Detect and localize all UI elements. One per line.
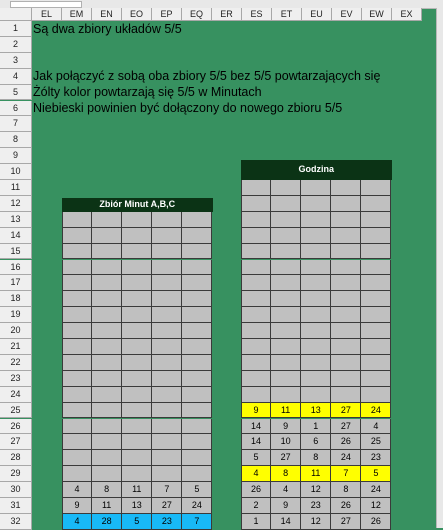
- hour-table-cell[interactable]: 24: [361, 403, 391, 419]
- minutes-table-cell[interactable]: 7: [152, 482, 182, 498]
- minutes-table-cell[interactable]: [92, 323, 122, 339]
- column-header-eq[interactable]: EQ: [182, 8, 212, 21]
- hour-table-cell[interactable]: 9: [271, 498, 301, 514]
- row-header-18[interactable]: 18: [0, 291, 32, 307]
- minutes-table-cell[interactable]: [182, 466, 212, 482]
- minutes-table-cell[interactable]: [122, 434, 152, 450]
- row-header-30[interactable]: 30: [0, 482, 32, 498]
- minutes-table-cell[interactable]: 5: [182, 482, 212, 498]
- hour-table-cell[interactable]: [271, 228, 301, 244]
- minutes-table-cell[interactable]: 11: [122, 482, 152, 498]
- row-header-12[interactable]: 12: [0, 196, 32, 212]
- hour-table-cell[interactable]: 4: [271, 482, 301, 498]
- hour-table-cell[interactable]: [241, 228, 271, 244]
- minutes-table-cell[interactable]: [62, 403, 92, 419]
- minutes-table-cell[interactable]: [122, 244, 152, 260]
- hour-table-cell[interactable]: [301, 371, 331, 387]
- minutes-table-cell[interactable]: [182, 291, 212, 307]
- minutes-table-cell[interactable]: [62, 323, 92, 339]
- row-header-2[interactable]: 2: [0, 37, 32, 53]
- hour-table-cell[interactable]: 27: [331, 403, 361, 419]
- hour-table-cell[interactable]: 6: [301, 434, 331, 450]
- row-header-7[interactable]: 7: [0, 116, 32, 132]
- row-header-15[interactable]: 15: [0, 244, 32, 260]
- hour-table-cell[interactable]: [241, 307, 271, 323]
- column-header-es[interactable]: ES: [242, 8, 272, 21]
- hour-table-cell[interactable]: [361, 260, 391, 276]
- hour-table-cell[interactable]: [361, 387, 391, 403]
- hour-table-cell[interactable]: 7: [331, 466, 361, 482]
- minutes-table-cell[interactable]: [62, 434, 92, 450]
- hour-table-cell[interactable]: [271, 180, 301, 196]
- note-text: Niebieski powinien być dołączony do nowego zbioru 5/5: [33, 101, 343, 115]
- minutes-table-cell[interactable]: [152, 228, 182, 244]
- minutes-table-cell[interactable]: 8: [92, 482, 122, 498]
- minutes-table-cell[interactable]: [62, 371, 92, 387]
- minutes-table-cell[interactable]: 24: [182, 498, 212, 514]
- minutes-table-cell[interactable]: [182, 244, 212, 260]
- hour-table-cell[interactable]: 4: [361, 419, 391, 435]
- hour-table-cell[interactable]: [361, 339, 391, 355]
- hour-table-cell[interactable]: [271, 260, 301, 276]
- minutes-table-cell[interactable]: 23: [152, 514, 182, 530]
- minutes-table-cell[interactable]: [62, 260, 92, 276]
- minutes-table-cell[interactable]: 4: [62, 514, 92, 530]
- hour-table-cell[interactable]: [361, 228, 391, 244]
- note-text: Jak połączyć z sobą oba zbiory 5/5 bez 5/5 powtarzających się: [33, 69, 381, 84]
- minutes-table-cell[interactable]: [122, 339, 152, 355]
- hour-table-title: Godzina: [241, 160, 392, 180]
- minutes-table-cell[interactable]: [92, 244, 122, 260]
- minutes-table-cell[interactable]: [92, 387, 122, 403]
- minutes-table-cell[interactable]: [152, 387, 182, 403]
- minutes-table-cell[interactable]: [92, 307, 122, 323]
- hour-table-cell[interactable]: [241, 323, 271, 339]
- minutes-table-cell[interactable]: [182, 260, 212, 276]
- minutes-table-cell[interactable]: [152, 371, 182, 387]
- row-header-14[interactable]: 14: [0, 228, 32, 244]
- hour-table-cell[interactable]: 26: [331, 434, 361, 450]
- hour-table-cell[interactable]: [331, 212, 361, 228]
- minutes-table-cell[interactable]: [122, 387, 152, 403]
- hour-table-cell[interactable]: [361, 323, 391, 339]
- hour-table-cell[interactable]: [331, 291, 361, 307]
- hour-table-cell[interactable]: 8: [331, 482, 361, 498]
- hour-table-cell[interactable]: [271, 196, 301, 212]
- minutes-table-cell[interactable]: [122, 403, 152, 419]
- hour-table-cell[interactable]: 1: [241, 514, 271, 530]
- minutes-table-cell[interactable]: [92, 212, 122, 228]
- hour-table-cell[interactable]: 27: [331, 419, 361, 435]
- hour-table-cell[interactable]: [361, 212, 391, 228]
- row-header-26[interactable]: 26: [0, 419, 32, 435]
- minutes-table-cell[interactable]: [152, 403, 182, 419]
- minutes-table-cell[interactable]: [182, 387, 212, 403]
- hour-table-cell[interactable]: 26: [361, 514, 391, 530]
- row-header-13[interactable]: 13: [0, 212, 32, 228]
- minutes-table-cell[interactable]: [152, 260, 182, 276]
- hour-table-cell[interactable]: [331, 387, 361, 403]
- hour-table-cell[interactable]: 14: [241, 419, 271, 435]
- row-header-11[interactable]: 11: [0, 180, 32, 196]
- hour-table-cell[interactable]: [241, 196, 271, 212]
- minutes-table-cell[interactable]: [92, 355, 122, 371]
- minutes-table-cell[interactable]: [62, 387, 92, 403]
- hour-table-cell[interactable]: 12: [301, 514, 331, 530]
- hour-table-cell[interactable]: 14: [241, 434, 271, 450]
- minutes-table-cell[interactable]: [62, 339, 92, 355]
- minutes-table-cell[interactable]: [92, 419, 122, 435]
- hour-table-cell[interactable]: [241, 275, 271, 291]
- minutes-table-cell[interactable]: [152, 450, 182, 466]
- minutes-table-cell[interactable]: [182, 339, 212, 355]
- hour-table-cell[interactable]: 26: [241, 482, 271, 498]
- row-header-16[interactable]: 16: [0, 260, 32, 276]
- column-header-ep[interactable]: EP: [152, 8, 182, 21]
- hour-table-cell[interactable]: [241, 260, 271, 276]
- row-header-9[interactable]: 9: [0, 148, 32, 164]
- hour-table-cell[interactable]: [361, 196, 391, 212]
- minutes-table-cell[interactable]: 28: [92, 514, 122, 530]
- minutes-table-cell[interactable]: [182, 419, 212, 435]
- hour-table-cell[interactable]: 25: [361, 434, 391, 450]
- row-header-10[interactable]: 10: [0, 164, 32, 180]
- hour-table-cell[interactable]: [361, 244, 391, 260]
- hour-table-cell[interactable]: [331, 196, 361, 212]
- row-header-8[interactable]: 8: [0, 132, 32, 148]
- minutes-table-cell[interactable]: [92, 260, 122, 276]
- minutes-table-cell[interactable]: [182, 275, 212, 291]
- hour-table-cell[interactable]: 2: [241, 498, 271, 514]
- row-header-1[interactable]: 1: [0, 21, 32, 37]
- minutes-table-cell[interactable]: [92, 228, 122, 244]
- minutes-table-cell[interactable]: [122, 291, 152, 307]
- hour-table-cell[interactable]: [241, 244, 271, 260]
- name-box[interactable]: [10, 1, 82, 8]
- minutes-table-cell[interactable]: [152, 323, 182, 339]
- hour-table-cell[interactable]: [331, 260, 361, 276]
- hour-table-cell[interactable]: [241, 291, 271, 307]
- minutes-table-cell[interactable]: 9: [62, 498, 92, 514]
- minutes-table-cell[interactable]: [122, 212, 152, 228]
- hour-table-cell[interactable]: [331, 307, 361, 323]
- minutes-table-cell[interactable]: [62, 450, 92, 466]
- hour-table-cell[interactable]: [241, 387, 271, 403]
- hour-table-cell[interactable]: 23: [361, 450, 391, 466]
- hour-table-cell[interactable]: [271, 355, 301, 371]
- minutes-table-cell[interactable]: [182, 355, 212, 371]
- minutes-table-cell[interactable]: [92, 339, 122, 355]
- hour-table-cell[interactable]: [301, 307, 331, 323]
- minutes-table-cell[interactable]: [152, 355, 182, 371]
- hour-table-cell[interactable]: 9: [241, 403, 271, 419]
- hour-table-cell[interactable]: [301, 260, 331, 276]
- minutes-table-cell[interactable]: [122, 323, 152, 339]
- row-header-32[interactable]: 32: [0, 514, 32, 530]
- hour-table-cell[interactable]: [301, 291, 331, 307]
- minutes-table-cell[interactable]: [182, 212, 212, 228]
- hour-table-cell[interactable]: [271, 339, 301, 355]
- hour-table-cell[interactable]: [241, 371, 271, 387]
- minutes-table-cell[interactable]: [182, 371, 212, 387]
- row-header-29[interactable]: 29: [0, 466, 32, 482]
- minutes-table-cell[interactable]: [92, 403, 122, 419]
- minutes-table-cell[interactable]: [182, 228, 212, 244]
- row-header-23[interactable]: 23: [0, 371, 32, 387]
- minutes-table-cell[interactable]: [182, 323, 212, 339]
- minutes-table-cell[interactable]: [92, 371, 122, 387]
- hour-table-cell[interactable]: 8: [301, 450, 331, 466]
- hour-table-cell[interactable]: 27: [331, 514, 361, 530]
- minutes-table-cell[interactable]: [92, 466, 122, 482]
- hour-table-cell[interactable]: [301, 339, 331, 355]
- minutes-table-cell[interactable]: [152, 466, 182, 482]
- hour-table-cell[interactable]: [301, 212, 331, 228]
- minutes-table-cell[interactable]: [152, 291, 182, 307]
- row-header-4[interactable]: 4: [0, 69, 32, 85]
- hour-table-cell[interactable]: 27: [271, 450, 301, 466]
- hour-table-cell[interactable]: 14: [271, 514, 301, 530]
- row-header-19[interactable]: 19: [0, 307, 32, 323]
- minutes-table-cell[interactable]: 7: [182, 514, 212, 530]
- minutes-table-cell[interactable]: [122, 419, 152, 435]
- minutes-table-cell[interactable]: [152, 212, 182, 228]
- hour-table-cell[interactable]: 4: [241, 466, 271, 482]
- hour-table-cell[interactable]: 8: [271, 466, 301, 482]
- minutes-table-cell[interactable]: [152, 244, 182, 260]
- hour-table-cell[interactable]: 12: [361, 498, 391, 514]
- hour-table-cell[interactable]: 24: [361, 482, 391, 498]
- hour-table-cell[interactable]: 26: [331, 498, 361, 514]
- row-header-3[interactable]: 3: [0, 53, 32, 69]
- hour-table-cell[interactable]: 11: [271, 403, 301, 419]
- column-header-et[interactable]: ET: [272, 8, 302, 21]
- vertical-scrollbar[interactable]: [436, 8, 443, 528]
- minutes-table-cell[interactable]: 4: [62, 482, 92, 498]
- hour-table-cell[interactable]: 13: [301, 403, 331, 419]
- minutes-table-cell[interactable]: [62, 212, 92, 228]
- minutes-table-cell[interactable]: [152, 339, 182, 355]
- hour-table-cell[interactable]: 10: [271, 434, 301, 450]
- hour-table-cell[interactable]: [241, 212, 271, 228]
- minutes-table-cell[interactable]: [152, 307, 182, 323]
- hour-table-cell[interactable]: [271, 212, 301, 228]
- minutes-table-cell[interactable]: [92, 434, 122, 450]
- hour-table-cell[interactable]: [361, 371, 391, 387]
- hour-table-cell[interactable]: [301, 196, 331, 212]
- row-header-17[interactable]: 17: [0, 275, 32, 291]
- minutes-table-cell[interactable]: [182, 403, 212, 419]
- minutes-table-cell[interactable]: [92, 450, 122, 466]
- note-text: Żólty kolor powtarzają się 5/5 w Minutach: [33, 85, 262, 100]
- minutes-table-cell[interactable]: [122, 371, 152, 387]
- minutes-table-cell[interactable]: 5: [122, 514, 152, 530]
- row-header-22[interactable]: 22: [0, 355, 32, 371]
- minutes-table-cell[interactable]: [62, 244, 92, 260]
- minutes-table-cell[interactable]: [152, 434, 182, 450]
- minutes-table-cell[interactable]: [92, 291, 122, 307]
- hour-table-cell[interactable]: 12: [301, 482, 331, 498]
- column-header-er[interactable]: ER: [212, 8, 242, 21]
- minutes-table-cell[interactable]: [62, 355, 92, 371]
- column-header-eo[interactable]: EO: [122, 8, 152, 21]
- minutes-table-cell[interactable]: [122, 260, 152, 276]
- row-header-31[interactable]: 31: [0, 498, 32, 514]
- hour-table-cell[interactable]: [241, 339, 271, 355]
- hour-table-cell[interactable]: [301, 355, 331, 371]
- hour-table-cell[interactable]: [331, 371, 361, 387]
- hour-table-cell[interactable]: [271, 307, 301, 323]
- minutes-table-title: Zbiór Minut A,B,C: [62, 198, 213, 212]
- row-header-5[interactable]: 5: [0, 85, 32, 101]
- hour-table-cell[interactable]: [271, 387, 301, 403]
- hour-table-cell[interactable]: 24: [331, 450, 361, 466]
- row-header-27[interactable]: 27: [0, 434, 32, 450]
- column-header-ev[interactable]: EV: [332, 8, 362, 21]
- hour-table-cell[interactable]: [331, 180, 361, 196]
- column-header-ew[interactable]: EW: [362, 8, 392, 21]
- column-header-el[interactable]: EL: [32, 8, 62, 21]
- hour-table-cell[interactable]: [361, 275, 391, 291]
- hour-table-cell[interactable]: 9: [271, 419, 301, 435]
- row-header-21[interactable]: 21: [0, 339, 32, 355]
- minutes-table-cell[interactable]: [62, 228, 92, 244]
- hour-table-cell[interactable]: [361, 355, 391, 371]
- minutes-table-cell[interactable]: [122, 307, 152, 323]
- column-header-ex[interactable]: EX: [392, 8, 422, 21]
- minutes-table-cell[interactable]: [122, 228, 152, 244]
- hour-table-cell[interactable]: [271, 244, 301, 260]
- minutes-table-cell[interactable]: [62, 419, 92, 435]
- hour-table-cell[interactable]: [241, 355, 271, 371]
- minutes-table-cell[interactable]: 13: [122, 498, 152, 514]
- note-text: Są dwa zbiory układów 5/5: [33, 21, 182, 36]
- row-header-6[interactable]: 6: [0, 101, 32, 117]
- minutes-table-cell[interactable]: [182, 434, 212, 450]
- hour-table-cell[interactable]: [271, 371, 301, 387]
- row-header-25[interactable]: 25: [0, 403, 32, 419]
- hour-table-cell[interactable]: [331, 323, 361, 339]
- row-header-28[interactable]: 28: [0, 450, 32, 466]
- hour-table-cell[interactable]: [271, 323, 301, 339]
- minutes-table-cell[interactable]: [62, 307, 92, 323]
- minutes-table-cell[interactable]: [62, 275, 92, 291]
- hour-table-cell[interactable]: 5: [241, 450, 271, 466]
- hour-table-cell[interactable]: 23: [301, 498, 331, 514]
- hour-table-cell[interactable]: [331, 275, 361, 291]
- hour-table-cell[interactable]: [301, 323, 331, 339]
- hour-table-cell[interactable]: [331, 355, 361, 371]
- hour-table-cell[interactable]: [361, 291, 391, 307]
- minutes-table-cell[interactable]: [122, 466, 152, 482]
- column-header-em[interactable]: EM: [62, 8, 92, 21]
- hour-table-cell[interactable]: [301, 387, 331, 403]
- hour-table-cell[interactable]: [331, 244, 361, 260]
- hour-table-cell[interactable]: 5: [361, 466, 391, 482]
- minutes-table-cell[interactable]: 27: [152, 498, 182, 514]
- minutes-table-cell[interactable]: [152, 419, 182, 435]
- hour-table-cell[interactable]: [301, 228, 331, 244]
- hour-table-cell[interactable]: [361, 180, 391, 196]
- row-header-24[interactable]: 24: [0, 387, 32, 403]
- column-header-eu[interactable]: EU: [302, 8, 332, 21]
- minutes-table-cell[interactable]: [122, 275, 152, 291]
- minutes-table-cell[interactable]: [152, 275, 182, 291]
- hour-table-cell[interactable]: 1: [301, 419, 331, 435]
- minutes-table-cell[interactable]: [182, 450, 212, 466]
- hour-table-cell[interactable]: [331, 339, 361, 355]
- minutes-table-cell[interactable]: [62, 466, 92, 482]
- minutes-table-cell[interactable]: [92, 275, 122, 291]
- hour-table-cell[interactable]: [361, 307, 391, 323]
- hour-table-cell[interactable]: [301, 275, 331, 291]
- minutes-table-cell[interactable]: 11: [92, 498, 122, 514]
- minutes-table-cell[interactable]: [122, 450, 152, 466]
- hour-table-cell[interactable]: [331, 228, 361, 244]
- hour-table-cell[interactable]: [271, 291, 301, 307]
- hour-table-cell[interactable]: 11: [301, 466, 331, 482]
- select-all-corner[interactable]: [0, 8, 32, 21]
- hour-table-cell[interactable]: [301, 180, 331, 196]
- hour-table-cell[interactable]: [271, 275, 301, 291]
- hour-table-cell[interactable]: [301, 244, 331, 260]
- minutes-table-cell[interactable]: [182, 307, 212, 323]
- minutes-table-cell[interactable]: [62, 291, 92, 307]
- minutes-table-cell[interactable]: [122, 355, 152, 371]
- hour-table-cell[interactable]: [241, 180, 271, 196]
- column-header-en[interactable]: EN: [92, 8, 122, 21]
- row-header-20[interactable]: 20: [0, 323, 32, 339]
